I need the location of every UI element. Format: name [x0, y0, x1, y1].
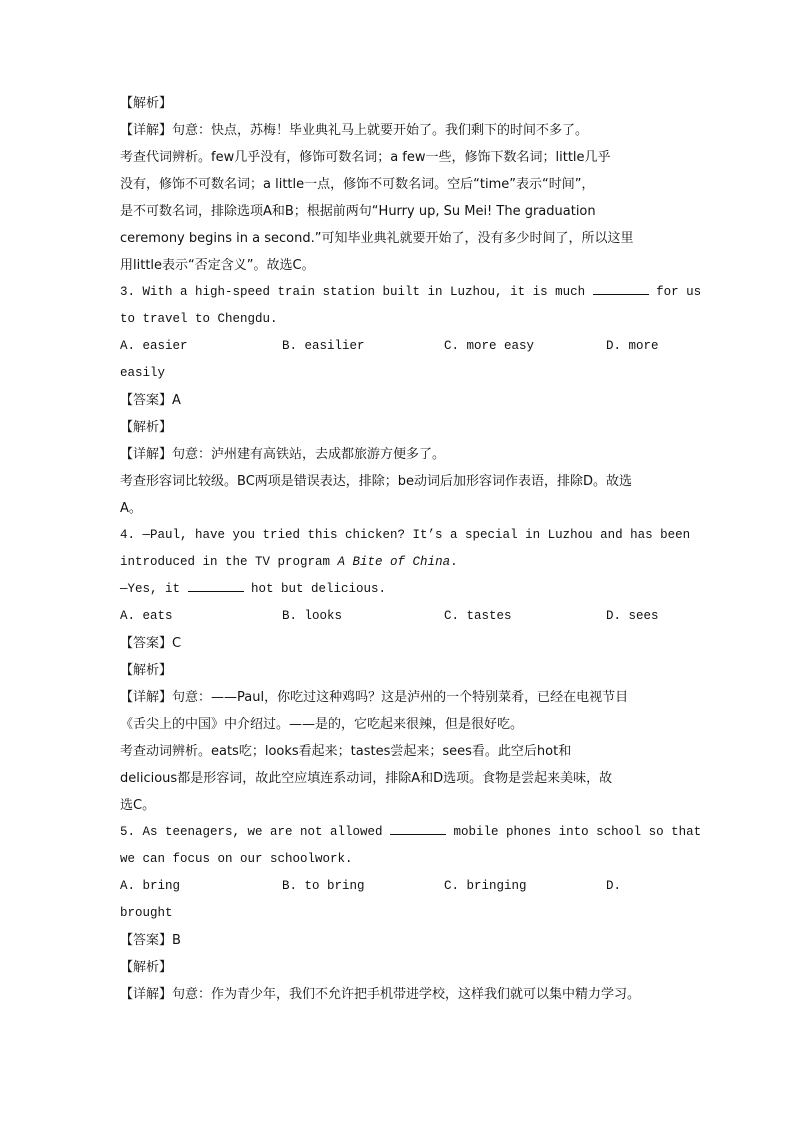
q4-analysis-line: 考查动词辨析。eats吃；looks看起来；tastes尝起来；sees看。此空后hot和 [120, 744, 572, 759]
q3-jiexi: 【解析】 [120, 420, 173, 435]
q2-analysis-line: 考查代词辨析。few几乎没有，修饰可数名词；a few一些，修饰下数名词；little几乎 [120, 150, 611, 165]
option-c: C. tastes [444, 609, 512, 623]
q4-analysis-line: 选C。 [120, 798, 156, 813]
option-d: D. sees [606, 609, 659, 623]
q3-stem [120, 279, 702, 306]
q4-stem: 4. —Paul, have you tried this chicken? It’s a special in Luzhou and has been [120, 528, 691, 542]
q2-analysis-line: ceremony begins in a second.”可知毕业典礼就要开始了，没有多少时间了，所以这里 [120, 231, 634, 246]
q3-detail: 【详解】句意：泸州建有高铁站，去成都旅游方便多了。 [120, 447, 446, 462]
q5-stem-text: mobile phones into school so that [446, 825, 702, 839]
option-d: D. more [606, 339, 659, 353]
q2-jiexi: 【解析】 [120, 96, 173, 111]
program-title: A Bite of China [337, 555, 451, 569]
q3-analysis-line: A。 [120, 501, 142, 516]
q2-detail: 【详解】句意：快点，苏梅！毕业典礼马上就要开始了。我们剩下的时间不多了。 [120, 123, 589, 138]
answer-blank [390, 820, 446, 835]
q3-stem-text: for us [648, 285, 702, 299]
q4-options [120, 603, 680, 630]
q4-detail: 【详解】句意：——Paul，你吃过这种鸡吗？这是泸州的一个特别菜肴，已经在电视节目 [120, 690, 629, 705]
q4-stem-cont [120, 549, 680, 576]
option-c: C. more easy [444, 339, 535, 353]
q3-stem-cont: to travel to Chengdu. [120, 312, 278, 326]
q2-analysis-line: 没有，修饰不可数名词；a little一点，修饰不可数名词。空后“time”表示“时间”， [120, 177, 595, 192]
q5-options [120, 873, 680, 900]
q3-answer: 【答案】A [120, 393, 181, 408]
option-b: B. easilier [282, 339, 365, 353]
option-d-cont: brought [120, 906, 173, 920]
q3-options [120, 333, 680, 360]
option-a: A. easier [120, 339, 188, 353]
q3-analysis-line: 考查形容词比较级。BC两项是错误表达，排除；be动词后加形容词作表语，排除D。故选 [120, 474, 633, 489]
answer-blank [188, 577, 244, 592]
q4-analysis-line: delicious都是形容词，故此空应填连系动词，排除A和D选项。食物是尝起来美味，故 [120, 771, 613, 786]
q4-reply-text: hot but delicious. [243, 582, 387, 596]
q4-answer: 【答案】C [120, 636, 182, 651]
q5-stem [120, 819, 702, 846]
q5-detail: 【详解】句意：作为青少年，我们不允许把手机带进学校，这样我们就可以集中精力学习。 [120, 987, 641, 1002]
option-b: B. to bring [282, 879, 365, 893]
q4-stem-text: . [450, 555, 458, 569]
q2-analysis-line: 是不可数名词，排除选项A和B；根据前两句“Hurry up, Su Mei! The graduation [120, 204, 596, 219]
q5-stem-cont: we can focus on our schoolwork. [120, 852, 353, 866]
q4-stem-text: introduced in the TV program [120, 555, 338, 569]
q5-jiexi: 【解析】 [120, 960, 173, 975]
option-a: A. eats [120, 609, 173, 623]
q5-answer: 【答案】B [120, 933, 181, 948]
option-a: A. bring [120, 879, 181, 893]
option-c: C. bringing [444, 879, 527, 893]
document-page [120, 90, 702, 1008]
q4-reply [120, 576, 680, 603]
option-d-cont: easily [120, 366, 166, 380]
q4-detail-cont: 《舌尖上的中国》中介绍过。——是的，它吃起来很辣，但是很好吃。 [120, 717, 524, 732]
q4-jiexi: 【解析】 [120, 663, 173, 678]
option-b: B. looks [282, 609, 343, 623]
answer-blank [593, 280, 649, 295]
q5-stem-text: 5. As teenagers, we are not allowed [120, 825, 391, 839]
q2-analysis-line: 用little表示“否定含义”。故选C。 [120, 258, 315, 273]
option-d: D. [606, 879, 622, 893]
q3-stem-text: 3. With a high-speed train station built in Luzhou, it is much [120, 285, 593, 299]
q4-reply-text: —Yes, it [120, 582, 188, 596]
